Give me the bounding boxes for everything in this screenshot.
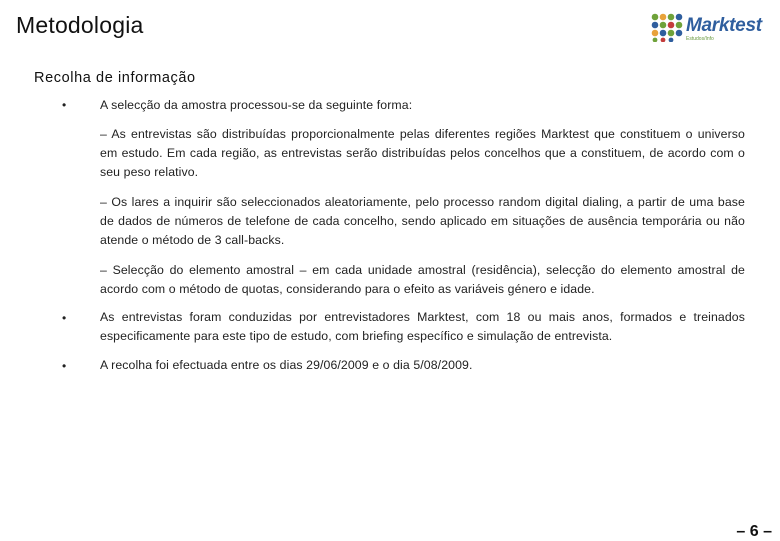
marktest-logo [650, 12, 775, 44]
bullet-text-dates: A recolha foi efectuada entre os dias 29/06/2009 e o dia 5/08/2009. [100, 358, 473, 372]
bullet-icon: • [62, 98, 67, 112]
bullet-icon: • [62, 359, 67, 373]
section-heading: Recolha de informação [34, 70, 196, 86]
logo-tagline: Estudos/Info [686, 36, 714, 42]
page-number: – 6 – [736, 523, 772, 540]
logo-wordmark: Marktest [686, 15, 762, 36]
paragraph-distribution: – As entrevistas são distribuídas proporcionalmente pelas diferentes regiões Marktest que constituem o universo em estudo. Em cada região, as entrevistas serão distribuídas pelos concelhos que a constituem, de acordo com o seu peso relativo. [100, 127, 745, 179]
paragraph-element-selection: – Selecção do elemento amostral – em cada unidade amostral (residência), selecção do elemento amostral de acordo com o método de quotas, considerando para o efeito as variáveis género e idade. [100, 263, 745, 296]
bullet-text-intro: A selecção da amostra processou-se da seguinte forma: [100, 98, 413, 112]
bullet-icon: • [62, 311, 67, 325]
page-title: Metodologia [16, 12, 144, 38]
bullet-text-interviewers: As entrevistas foram conduzidas por entrevistadores Marktest, com 18 ou mais anos, formados e treinados especificamente para este tipo de estudo, com briefing específico e simulação de entrevista. [100, 310, 745, 343]
logo-dots-icon [650, 12, 684, 42]
paragraph-households: – Os lares a inquirir são seleccionados aleatoriamente, pelo processo random digital dialing, a partir de uma base de dados de números de telefone de cada concelho, sendo aplicado em situações de ausência temporária ou não atende o método de 3 call-backs. [100, 195, 745, 247]
